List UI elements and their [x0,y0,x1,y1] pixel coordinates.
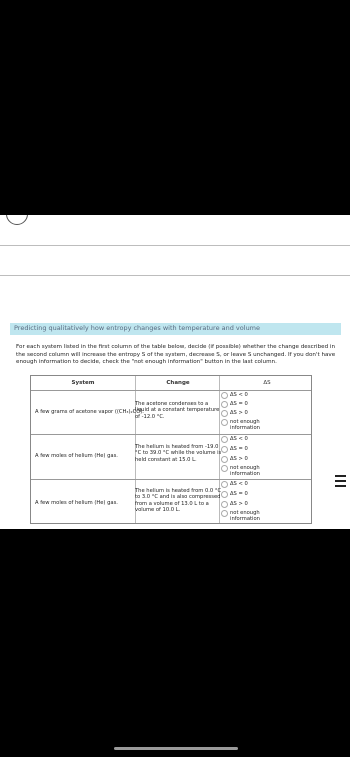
grip-line-icon [335,475,346,477]
black-top-area [0,0,350,215]
radio-icon[interactable] [221,501,228,508]
radio-icon[interactable] [221,446,228,453]
row-divider [31,434,311,435]
cropped-radio-icon [6,215,28,225]
header-system: System [71,380,95,386]
question-title: Predicting qualitatively how entropy changes with temperature and volume [14,324,261,332]
divider [0,275,350,276]
radio-icon[interactable] [221,481,228,488]
question-title-banner [10,323,341,335]
radio-icon[interactable] [221,392,228,399]
radio-icon[interactable] [221,401,228,408]
radio-icon[interactable] [221,436,228,443]
row1-system: A few grams of acetone vapor ((CH₃)₂CO). [35,409,144,415]
row-divider [31,479,311,480]
cropped-previous-row [0,215,350,239]
entropy-table: System Change ΔS A few grams of acetone vapor ((CH₃)₂CO). The acetone condenses to a liquid at a constant temperature of -12.0 °C. ΔS < 0 ΔS = 0 ΔS > 0 not enough information A few moles of helium (He) gas. The helium is heated from -19.0 °C to 39.0 °C while the volume is held constant at 15.0 L. ΔS < 0 ΔS = 0 ΔS > 0 not enough information A few moles of helium (He) gas. The helium is heated from 0.0 °C to 3.0 °C and is also compressed from a volume of 13.0 L to a volume of 10.0 L. ΔS < 0 ΔS = 0 ΔS > 0 not enough information [30,375,312,524]
row2-system: A few moles of helium (He) gas. [35,453,118,459]
header-delta-s: ΔS [263,380,271,386]
row3-system: A few moles of helium (He) gas. [35,500,118,506]
row2-change: The helium is heated from -19.0 °C to 39.0 °C while the volume is held constant at 15.0 L. [135,444,222,463]
radio-icon[interactable] [221,456,228,463]
instructions-text: For each system listed in the first column of the table below, decide (if possible) whether the change described in the second column will increase the entropy S of the system, decrease S, or leave S unchanged. If you don't have enough information to decide, check the "not enough information" button in the last column. [16,344,336,366]
header-change: Change [166,380,190,386]
row-divider [31,390,311,391]
radio-icon[interactable] [221,491,228,498]
grip-line-icon [335,480,346,482]
radio-icon[interactable] [221,465,228,472]
grip-line-icon [335,485,346,487]
radio-icon[interactable] [221,410,228,417]
screenshot-page [0,215,350,529]
radio-icon[interactable] [221,419,228,426]
row3-change: The helium is heated from 0.0 °C to 3.0 °C and is also compressed from a volume of 13.0 L to a volume of 10.0 L. [135,488,222,514]
row1-change: The acetone condenses to a liquid at a constant temperature of -12.0 °C. [135,401,220,420]
divider [0,245,350,246]
home-indicator[interactable] [114,747,238,750]
scroll-handle[interactable] [330,458,350,502]
radio-icon[interactable] [221,510,228,517]
